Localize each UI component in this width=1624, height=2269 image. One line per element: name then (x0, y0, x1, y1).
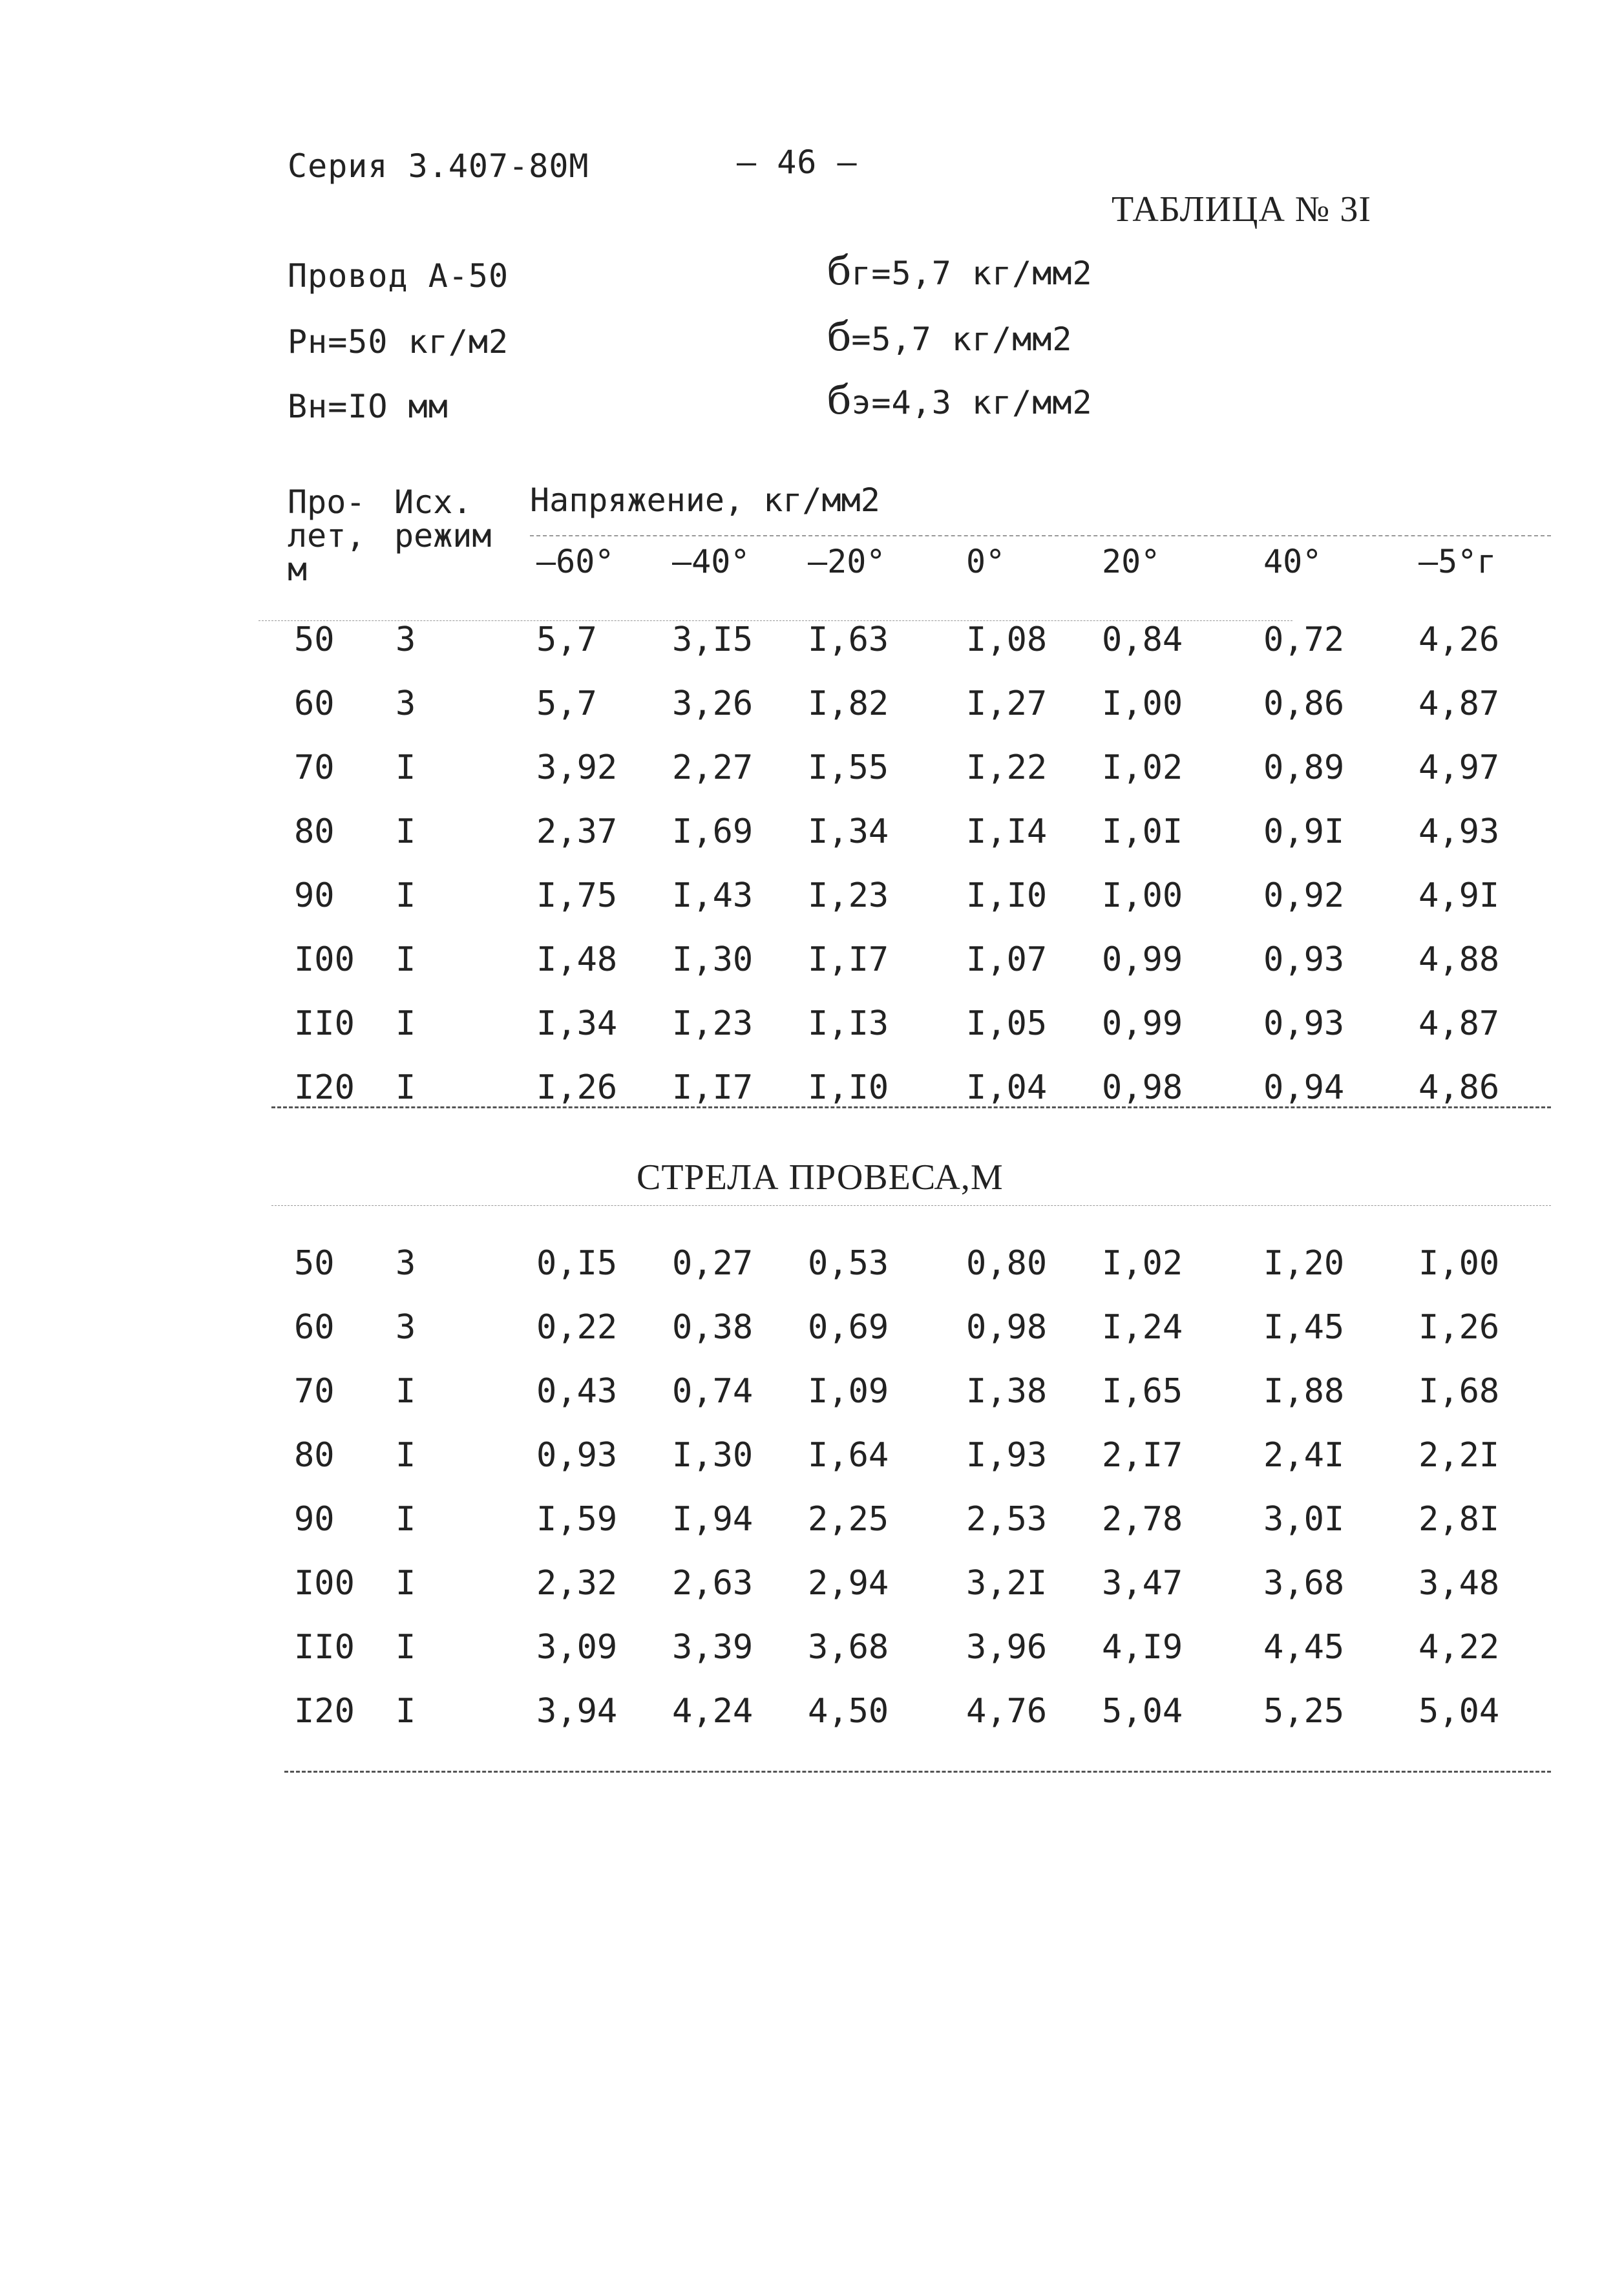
value-cell: I,94 (672, 1500, 754, 1539)
page-number: – 46 – (737, 143, 858, 181)
wire-type: Провод А-50 (288, 257, 509, 295)
table-row (0, 876, 1624, 928)
value-cell: I,69 (672, 812, 754, 851)
wind-pressure: Рн=50 кг/м2 (288, 323, 509, 361)
table-row (0, 940, 1624, 992)
value-cell: 5,7 (536, 620, 597, 659)
mode-cell: I (395, 1564, 416, 1603)
value-cell: I,I4 (966, 812, 1048, 851)
span-header-line1: Про- (288, 483, 366, 521)
value-cell: 4,24 (672, 1692, 754, 1731)
value-cell: 3,2I (966, 1564, 1048, 1603)
value-cell: I,63 (808, 620, 889, 659)
value-cell: 0,98 (1102, 1068, 1183, 1107)
value-cell: I,88 (1263, 1372, 1345, 1411)
value-cell: 5,04 (1102, 1692, 1183, 1731)
value-cell: 0,84 (1102, 620, 1183, 659)
value-cell: I,75 (536, 876, 618, 915)
value-cell: I,23 (672, 1004, 754, 1043)
value-cell: I,43 (672, 876, 754, 915)
value-cell: I,00 (1102, 876, 1183, 915)
span-cell: I20 (294, 1068, 355, 1107)
value-cell: 3,47 (1102, 1564, 1183, 1603)
table-number: ТАБЛИЦА № 3I (1112, 189, 1372, 229)
value-cell: 0,89 (1263, 748, 1345, 787)
value-cell: I,02 (1102, 748, 1183, 787)
mode-cell: 3 (395, 684, 416, 723)
mode-cell: I (395, 1628, 416, 1667)
value-cell: 0,93 (1263, 1004, 1345, 1043)
value-cell: 2,37 (536, 812, 618, 851)
sag-section-title: СТРЕЛА ПРОВЕСА,М (637, 1157, 1004, 1198)
value-cell: 3,39 (672, 1628, 754, 1667)
temperature-column-header: –40° (672, 543, 750, 580)
table-row (0, 1500, 1624, 1552)
value-cell: 0,98 (966, 1308, 1048, 1347)
value-cell: 0,99 (1102, 940, 1183, 979)
value-cell: 0,80 (966, 1244, 1048, 1283)
value-cell: I,04 (966, 1068, 1048, 1107)
value-cell: 3,68 (808, 1628, 889, 1667)
span-cell: 60 (294, 684, 335, 723)
table-row (0, 812, 1624, 864)
span-header-line2: лет, (288, 517, 366, 554)
value-cell: I,27 (966, 684, 1048, 723)
mode-cell: I (395, 1004, 416, 1043)
sigma-symbol: б (827, 247, 852, 294)
sigma-symbol: б (827, 313, 852, 360)
value-cell: 0,93 (1263, 940, 1345, 979)
table-row (0, 1372, 1624, 1424)
span-cell: 50 (294, 620, 335, 659)
param-sigma-e (827, 376, 1093, 423)
sag-title-rule (271, 1205, 1551, 1206)
param-sigma-g (827, 247, 1093, 294)
span-cell: I00 (294, 1564, 355, 1603)
value-cell: I,00 (1102, 684, 1183, 723)
value-cell: I,05 (966, 1004, 1048, 1043)
value-cell: 0,53 (808, 1244, 889, 1283)
table-row (0, 1692, 1624, 1744)
sigma-g-value: г=5,7 кг/мм2 (851, 255, 1093, 292)
temperature-column-header: 40° (1263, 543, 1322, 580)
sigma-e-value: э=4,3 кг/мм2 (851, 384, 1093, 421)
value-cell: 4,22 (1418, 1628, 1500, 1667)
value-cell: 2,78 (1102, 1500, 1183, 1539)
value-cell: 2,2I (1418, 1436, 1500, 1475)
value-cell: 0,43 (536, 1372, 618, 1411)
temperature-column-header: –60° (536, 543, 615, 580)
ice-thickness: Вн=IO мм (288, 388, 448, 425)
value-cell: 3,94 (536, 1692, 618, 1731)
mode-cell: I (395, 1500, 416, 1539)
value-cell: 0,22 (536, 1308, 618, 1347)
value-cell: 0,38 (672, 1308, 754, 1347)
value-cell: 0,I5 (536, 1244, 618, 1283)
value-cell: 4,26 (1418, 620, 1500, 659)
value-cell: I,26 (536, 1068, 618, 1107)
value-cell: 0,94 (1263, 1068, 1345, 1107)
span-cell: II0 (294, 1628, 355, 1667)
value-cell: 0,9I (1263, 812, 1345, 851)
value-cell: 4,50 (808, 1692, 889, 1731)
value-cell: 3,0I (1263, 1500, 1345, 1539)
value-cell: I,30 (672, 1436, 754, 1475)
mode-cell: I (395, 748, 416, 787)
mode-cell: 3 (395, 1308, 416, 1347)
series-label: Серия 3.407-80М (288, 147, 589, 185)
value-cell: I,34 (536, 1004, 618, 1043)
value-cell: 0,99 (1102, 1004, 1183, 1043)
value-cell: 4,87 (1418, 1004, 1500, 1043)
stress-header: Напряжение, кг/мм2 (530, 481, 880, 519)
span-header-line3: м (288, 551, 308, 588)
mode-cell: I (395, 812, 416, 851)
value-cell: 5,7 (536, 684, 597, 723)
table-row (0, 1436, 1624, 1488)
value-cell: I,08 (966, 620, 1048, 659)
value-cell: I,48 (536, 940, 618, 979)
value-cell: 2,63 (672, 1564, 754, 1603)
value-cell: I,I0 (808, 1068, 889, 1107)
table-row (0, 1068, 1624, 1120)
value-cell: I,I7 (672, 1068, 754, 1107)
value-cell: I,20 (1263, 1244, 1345, 1283)
span-cell: 50 (294, 1244, 335, 1283)
table-row (0, 1244, 1624, 1296)
value-cell: I,02 (1102, 1244, 1183, 1283)
value-cell: 5,04 (1418, 1692, 1500, 1731)
value-cell: 0,74 (672, 1372, 754, 1411)
value-cell: I,I7 (808, 940, 889, 979)
temperature-column-header: 0° (966, 543, 1006, 580)
value-cell: 3,48 (1418, 1564, 1500, 1603)
value-cell: I,55 (808, 748, 889, 787)
mode-cell: I (395, 1068, 416, 1107)
temperature-column-header: 20° (1102, 543, 1161, 580)
value-cell: 4,9I (1418, 876, 1500, 915)
value-cell: 3,96 (966, 1628, 1048, 1667)
value-cell: I,34 (808, 812, 889, 851)
value-cell: 2,32 (536, 1564, 618, 1603)
value-cell: I,68 (1418, 1372, 1500, 1411)
value-cell: 0,93 (536, 1436, 618, 1475)
value-cell: I,07 (966, 940, 1048, 979)
temperature-column-header: –5°г (1418, 543, 1497, 580)
span-cell: 70 (294, 1372, 335, 1411)
value-cell: 0,92 (1263, 876, 1345, 915)
value-cell: 4,76 (966, 1692, 1048, 1731)
span-cell: 90 (294, 876, 335, 915)
value-cell: 0,72 (1263, 620, 1345, 659)
sag-table-bottom-rule (284, 1771, 1551, 1773)
value-cell: 2,4I (1263, 1436, 1345, 1475)
table-row (0, 1004, 1624, 1056)
value-cell: 2,94 (808, 1564, 889, 1603)
value-cell: 2,53 (966, 1500, 1048, 1539)
value-cell: 4,45 (1263, 1628, 1345, 1667)
value-cell: I,45 (1263, 1308, 1345, 1347)
value-cell: I,38 (966, 1372, 1048, 1411)
table-row (0, 1564, 1624, 1616)
span-cell: 80 (294, 812, 335, 851)
value-cell: I,59 (536, 1500, 618, 1539)
table-row (0, 620, 1624, 672)
value-cell: 0,86 (1263, 684, 1345, 723)
value-cell: I,09 (808, 1372, 889, 1411)
span-cell: 70 (294, 748, 335, 787)
span-cell: II0 (294, 1004, 355, 1043)
value-cell: 3,26 (672, 684, 754, 723)
mode-header-line2: режим (394, 517, 492, 554)
span-cell: 60 (294, 1308, 335, 1347)
mode-cell: I (395, 876, 416, 915)
value-cell: 3,92 (536, 748, 618, 787)
stress-header-underline (530, 535, 1551, 536)
span-cell: 90 (294, 1500, 335, 1539)
value-cell: I,00 (1418, 1244, 1500, 1283)
value-cell: I,64 (808, 1436, 889, 1475)
mode-cell: 3 (395, 1244, 416, 1283)
value-cell: 4,97 (1418, 748, 1500, 787)
value-cell: 4,I9 (1102, 1628, 1183, 1667)
value-cell: 0,27 (672, 1244, 754, 1283)
value-cell: 3,I5 (672, 620, 754, 659)
value-cell: 5,25 (1263, 1692, 1345, 1731)
value-cell: I,82 (808, 684, 889, 723)
value-cell: I,0I (1102, 812, 1183, 851)
mode-cell: I (395, 940, 416, 979)
span-cell: I00 (294, 940, 355, 979)
table-row (0, 1628, 1624, 1680)
value-cell: 4,87 (1418, 684, 1500, 723)
value-cell: I,30 (672, 940, 754, 979)
mode-header-line1: Исх. (394, 483, 472, 521)
param-sigma-minus (827, 313, 1072, 360)
value-cell: I,24 (1102, 1308, 1183, 1347)
value-cell: 3,68 (1263, 1564, 1345, 1603)
value-cell: 2,27 (672, 748, 754, 787)
mode-cell: 3 (395, 620, 416, 659)
value-cell: I,65 (1102, 1372, 1183, 1411)
value-cell: I,93 (966, 1436, 1048, 1475)
sigma-minus-value: =5,7 кг/мм2 (851, 321, 1073, 358)
span-cell: 80 (294, 1436, 335, 1475)
value-cell: I,23 (808, 876, 889, 915)
mode-cell: I (395, 1436, 416, 1475)
value-cell: 3,09 (536, 1628, 618, 1667)
value-cell: 2,25 (808, 1500, 889, 1539)
value-cell: 4,93 (1418, 812, 1500, 851)
mode-cell: I (395, 1372, 416, 1411)
sigma-symbol: б (827, 376, 852, 423)
value-cell: 2,I7 (1102, 1436, 1183, 1475)
value-cell: I,I0 (966, 876, 1048, 915)
value-cell: 4,88 (1418, 940, 1500, 979)
table-row (0, 684, 1624, 736)
value-cell: 4,86 (1418, 1068, 1500, 1107)
value-cell: I,22 (966, 748, 1048, 787)
value-cell: 2,8I (1418, 1500, 1500, 1539)
temperature-column-header: –20° (808, 543, 886, 580)
value-cell: I,26 (1418, 1308, 1500, 1347)
stress-table-bottom-rule (271, 1106, 1551, 1108)
mode-cell: I (395, 1692, 416, 1731)
span-cell: I20 (294, 1692, 355, 1731)
table-row (0, 748, 1624, 800)
value-cell: I,I3 (808, 1004, 889, 1043)
value-cell: 0,69 (808, 1308, 889, 1347)
table-row (0, 1308, 1624, 1360)
